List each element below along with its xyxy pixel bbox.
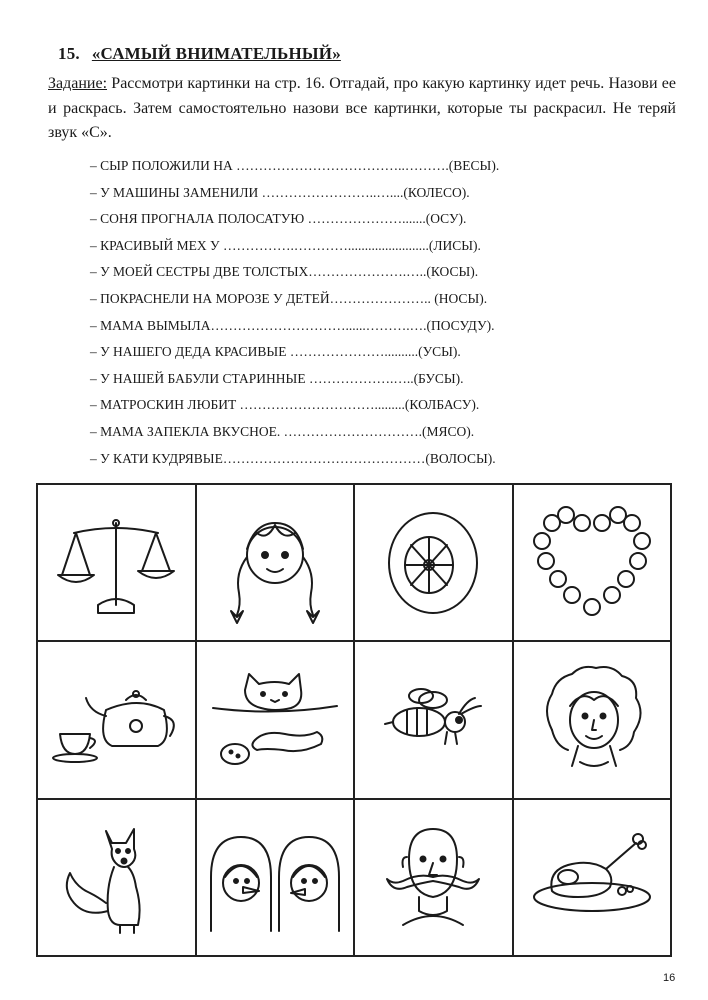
- riddle-line: – У НАШЕЙ БАБУЛИ СТАРИННЫЕ ……………….…..(БУСЫ).: [90, 370, 464, 386]
- exercise-name: «САМЫЙ ВНИМАТЕЛЬНЫЙ»: [91, 44, 341, 63]
- beads-icon: [522, 493, 662, 633]
- picture-cell: [196, 484, 355, 641]
- riddle-list: [90, 153, 499, 472]
- mustache-man-icon: [363, 807, 503, 947]
- picture-cell: [354, 484, 513, 641]
- riddle-line: – У МОЕЙ СЕСТРЫ ДВЕ ТОЛСТЫХ………………….…..(КОСЫ).: [90, 264, 479, 280]
- picture-cell: [354, 799, 513, 956]
- picture-cell: [196, 641, 355, 798]
- riddle-line: – КРАСИВЫЙ МЕХ У …………….…………........................(ЛИСЫ).: [90, 237, 481, 253]
- wasp-icon: [363, 650, 503, 790]
- task-label: Задание:: [48, 75, 108, 92]
- riddle-line: – СОНЯ ПРОГНАЛА ПОЛОСАТУЮ ………………….......(ОСУ).: [90, 211, 467, 227]
- cat-sausage-icon: [205, 650, 345, 790]
- wheel-icon: [363, 493, 503, 633]
- fox-icon: [46, 807, 186, 947]
- riddle-line: – МАМА ЗАПЕКЛА ВКУСНОЕ. ………………………….(МЯСО).: [90, 423, 475, 439]
- riddle-line: – ПОКРАСНЕЛИ НА МОРОЗЕ У ДЕТЕЙ………………….. (НОСЫ).: [90, 290, 488, 306]
- page-number: 16: [663, 972, 676, 984]
- picture-cell: [37, 641, 196, 798]
- exercise-title: [58, 44, 341, 64]
- picture-cell: [513, 799, 672, 956]
- picture-cell: [37, 799, 196, 956]
- teapot-cup-icon: [46, 650, 186, 790]
- scales-icon: [46, 493, 186, 633]
- riddle-line: – У МАШИНЫ ЗАМЕНИЛИ ……………………..…....(КОЛЕСО).: [90, 184, 470, 200]
- picture-cell: [354, 641, 513, 798]
- noses-icon: [205, 807, 345, 947]
- picture-cell: [513, 641, 672, 798]
- meat-plate-icon: [522, 807, 662, 947]
- picture-grid: [36, 483, 672, 957]
- curly-hair-icon: [522, 650, 662, 790]
- riddle-line: – СЫР ПОЛОЖИЛИ НА ………………………………..……….(ВЕСЫ).: [90, 158, 500, 173]
- picture-cell: [513, 484, 672, 641]
- riddle-line: – У КАТИ КУДРЯВЫЕ………………………………………(ВОЛОСЫ).: [90, 450, 496, 466]
- picture-cell: [37, 484, 196, 641]
- task-text: Рассмотри картинки на стр. 16. Отгадай, про какую картинку идет речь. Назови ее и раскрась. Затем самостоятельно назови все картинки, которые ты раскрасил. Не теряй звук «С».: [48, 75, 676, 141]
- riddle-line: – МАМА ВЫМЫЛА…………………………......……….….(ПОСУДУ).: [90, 317, 495, 333]
- girl-braids-icon: [205, 493, 345, 633]
- task-description: [48, 72, 676, 146]
- exercise-number: 15.: [58, 44, 80, 63]
- picture-cell: [196, 799, 355, 956]
- riddle-line: – МАТРОСКИН ЛЮБИТ ………………………….........(КОЛБАСУ).: [90, 397, 480, 413]
- riddle-line: – У НАШЕГО ДЕДА КРАСИВЫЕ …………………..........(УСЫ).: [90, 344, 461, 360]
